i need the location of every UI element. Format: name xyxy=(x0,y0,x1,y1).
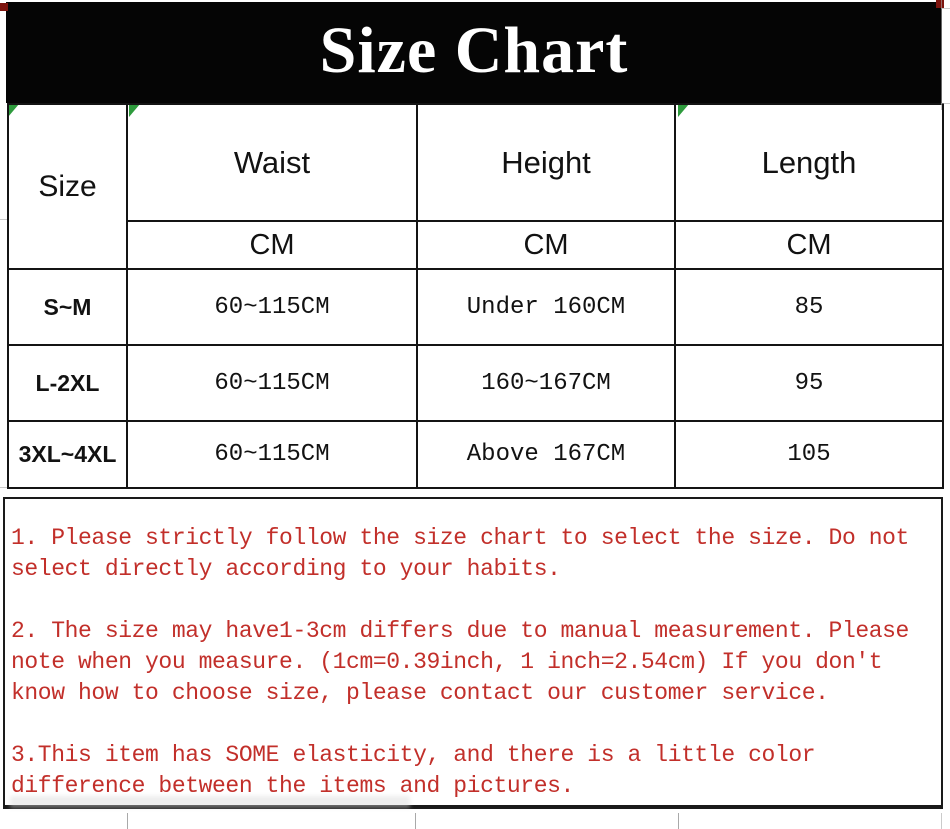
note-line: know how to choose size, please contact our customer service. xyxy=(11,680,829,706)
table-header-row xyxy=(8,104,943,221)
row-size-label: 3XL~4XL xyxy=(8,421,127,488)
row-length: 85 xyxy=(675,269,943,345)
note-line: 2. The size may have1-3cm differs due to manual measurement. Please xyxy=(11,618,909,644)
header-size: Size xyxy=(8,104,127,269)
table-row xyxy=(8,269,943,345)
row-size-label: L-2XL xyxy=(8,345,127,421)
note-line: select directly according to your habits. xyxy=(11,556,561,582)
unit-height: CM xyxy=(417,221,675,269)
row-waist: 60~115CM xyxy=(127,269,417,345)
row-length: 95 xyxy=(675,345,943,421)
jpeg-smudge-artifact xyxy=(10,796,410,808)
note-3 xyxy=(11,740,935,802)
note-line: 1. Please strictly follow the size chart to select the size. Do not xyxy=(11,525,909,551)
row-height: Above 167CM xyxy=(417,421,675,488)
unit-length: CM xyxy=(675,221,943,269)
gridline xyxy=(0,487,7,488)
notes-box xyxy=(3,497,943,809)
note-1 xyxy=(11,523,935,585)
header-length: Length xyxy=(675,104,943,221)
gridline xyxy=(127,813,128,829)
size-table xyxy=(7,103,944,489)
header-height: Height xyxy=(417,104,675,221)
row-waist: 60~115CM xyxy=(127,421,417,488)
page-title: Size Chart xyxy=(319,13,629,87)
gridline xyxy=(941,0,942,110)
gridline xyxy=(941,8,950,9)
red-corner-mark xyxy=(936,0,944,8)
table-row xyxy=(8,345,943,421)
row-height: 160~167CM xyxy=(417,345,675,421)
banner xyxy=(6,2,942,103)
gridline xyxy=(941,813,942,829)
unit-waist: CM xyxy=(127,221,417,269)
row-waist: 60~115CM xyxy=(127,345,417,421)
note-line: difference between the items and pictures. xyxy=(11,773,574,799)
red-corner-mark xyxy=(0,3,8,11)
table-row xyxy=(8,421,943,488)
row-height: Under 160CM xyxy=(417,269,675,345)
gridline xyxy=(941,103,950,104)
gridline xyxy=(415,813,416,829)
note-2 xyxy=(11,616,935,709)
note-line: note when you measure. (1cm=0.39inch, 1 inch=2.54cm) If you don't xyxy=(11,649,883,675)
row-size-label: S~M xyxy=(8,269,127,345)
row-length: 105 xyxy=(675,421,943,488)
gridline xyxy=(0,219,7,220)
header-waist: Waist xyxy=(127,104,417,221)
gridline xyxy=(678,813,679,829)
note-line: 3.This item has SOME elasticity, and there is a little color xyxy=(11,742,816,768)
table-unit-row xyxy=(8,221,943,269)
